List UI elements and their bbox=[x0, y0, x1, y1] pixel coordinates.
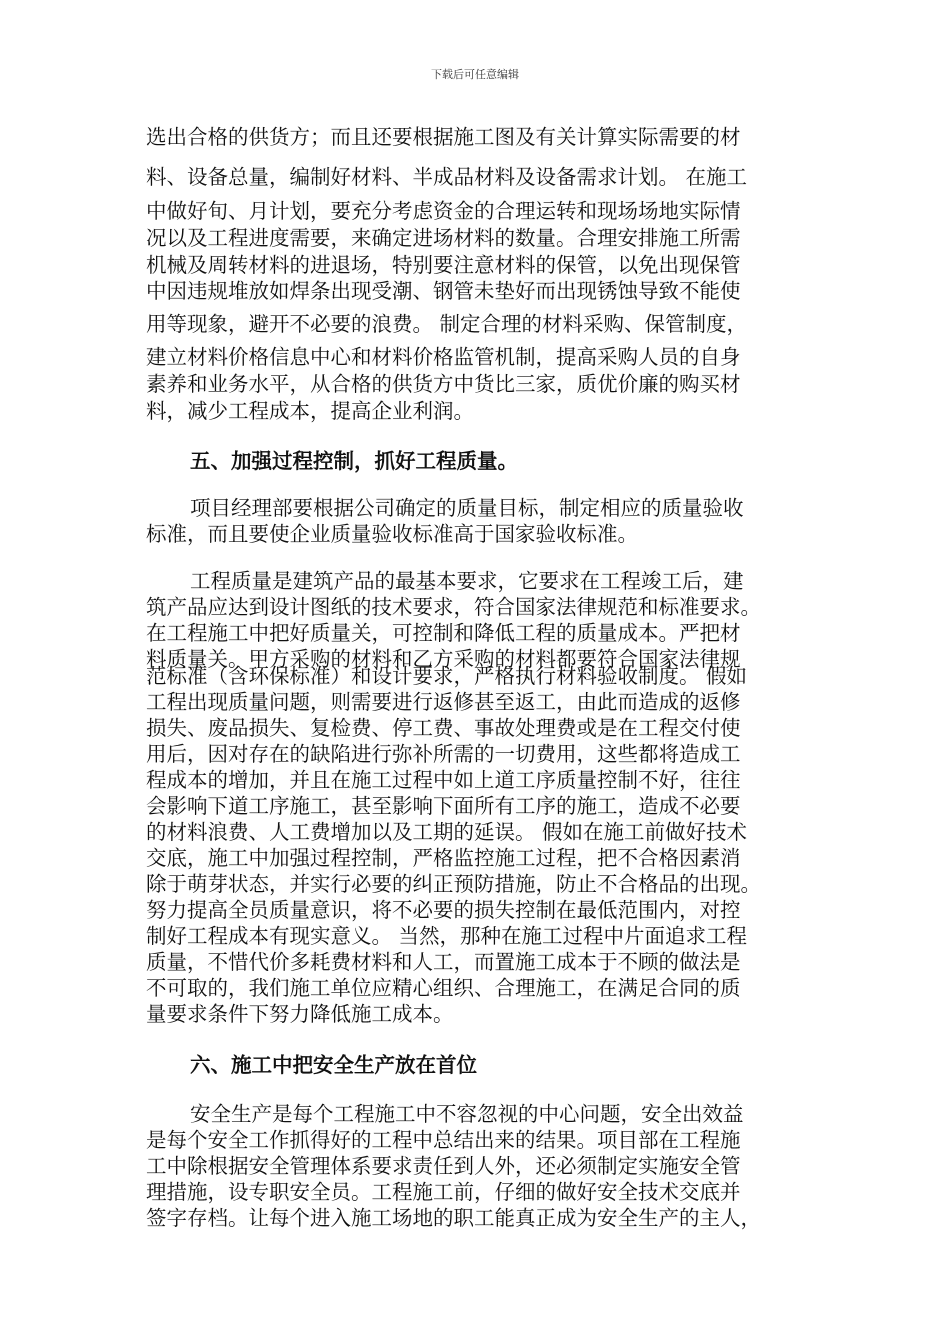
text-line: 工中除根据安全管理体系要求责任到人外，还必须制定实施安全管 bbox=[146, 1154, 741, 1178]
page-header: 下载后可任意编辑 bbox=[431, 68, 519, 81]
text-line: 不可取的，我们施工单位应精心组织、合理施工，在满足合同的质 bbox=[146, 976, 741, 1000]
text-line: 工程出现质量问题，则需要进行返修甚至返工，由此而造成的返修 bbox=[146, 690, 741, 714]
text-line: 制好工程成本有现实意义。 当然，那种在施工过程中片面追求工程 bbox=[146, 924, 748, 948]
text-line: 工程质量是建筑产品的最基本要求，它要求在工程竣工后，建 bbox=[190, 569, 744, 593]
text-line: 料质量关。甲方采购的材料和乙方采购的材料都要符合国家法律规 bbox=[146, 647, 741, 671]
text-line: 在工程施工中把好质量关，可控制和降低工程的质量成本。严把材 bbox=[146, 621, 741, 645]
text-line: 损失、废品损失、复检费、停工费、事故处理费或是在工程交付使 bbox=[146, 716, 741, 740]
text-line: 的材料浪费、人工费增加以及工期的延误。 假如在施工前做好技术 bbox=[146, 820, 748, 844]
text-line: 况以及工程进度需要，来确定进场材料的数量。合理安排施工所需 bbox=[146, 226, 741, 250]
text-line: 素养和业务水平，从合格的供货方中货比三家，质优价廉的购买材 bbox=[146, 372, 741, 396]
text-line: 除于萌芽状态，并实行必要的纠正预防措施，防止不合格品的出现。 bbox=[146, 872, 761, 896]
text-line: 选出合格的供货方；而且还要根据施工图及有关计算实际需要的材 bbox=[146, 125, 741, 149]
section-heading-5: 五、加强过程控制，抓好工程质量。 bbox=[190, 449, 518, 473]
text-line: 安全生产是每个工程施工中不容忽视的中心问题，安全出效益 bbox=[190, 1102, 744, 1126]
text-line: 用等现象，避开不必要的浪费。 制定合理的材料采购、保管制度， bbox=[146, 312, 748, 336]
text-line: 程成本的增加，并且在施工过程中如上道工序质量控制不好，往往 bbox=[146, 768, 741, 792]
text-line: 中因违规堆放如焊条出现受潮、钢管未垫好而出现锈蚀导致不能使 bbox=[146, 279, 741, 303]
text-line: 会影响下道工序施工，甚至影响下面所有工序的施工，造成不必要 bbox=[146, 794, 741, 818]
text-line: 用后，因对存在的缺陷进行弥补所需的一切费用，这些都将造成工 bbox=[146, 742, 741, 766]
text-line: 理措施，设专职安全员。工程施工前，仔细的做好安全技术交底并 bbox=[146, 1180, 741, 1204]
text-line: 是每个安全工作抓得好的工程中总结出来的结果。项目部在工程施 bbox=[146, 1128, 741, 1152]
text-line: 料、设备总量，编制好材料、半成品材料及设备需求计划。 在施工 bbox=[146, 165, 748, 189]
text-line: 筑产品应达到设计图纸的技术要求，符合国家法律规范和标准要求。 bbox=[146, 595, 761, 619]
text-line: 努力提高全员质量意识，将不必要的损失控制在最低范围内，对控 bbox=[146, 898, 741, 922]
text-line: 量要求条件下努力降低施工成本。 bbox=[146, 1002, 454, 1026]
text-line: 标准，而且要使企业质量验收标准高于国家验收标准。 bbox=[146, 522, 638, 546]
text-line: 中做好旬、月计划，要充分考虑资金的合理运转和现场场地实际情 bbox=[146, 199, 741, 223]
text-line: 项目经理部要根据公司确定的质量目标，制定相应的质量验收 bbox=[190, 496, 744, 520]
text-line: 范标准（含环保标准）和设计要求，严格执行材料验收制度。 假如 bbox=[146, 664, 748, 688]
text-line: 机械及周转材料的进退场，特别要注意材料的保管，以免出现保管 bbox=[146, 253, 741, 277]
text-line: 质量，不惜代价多耗费材料和人工，而置施工成本于不顾的做法是 bbox=[146, 950, 741, 974]
text-line: 建立材料价格信息中心和材料价格监管机制，提高采购人员的自身 bbox=[146, 345, 741, 369]
section-heading-6: 六、施工中把安全生产放在首位 bbox=[190, 1053, 477, 1077]
text-line: 料，减少工程成本，提高企业利润。 bbox=[146, 399, 474, 423]
text-line: 签字存档。让每个进入施工场地的职工能真正成为安全生产的主人， bbox=[146, 1206, 761, 1230]
text-line: 交底，施工中加强过程控制，严格监控施工过程，把不合格因素消 bbox=[146, 846, 741, 870]
